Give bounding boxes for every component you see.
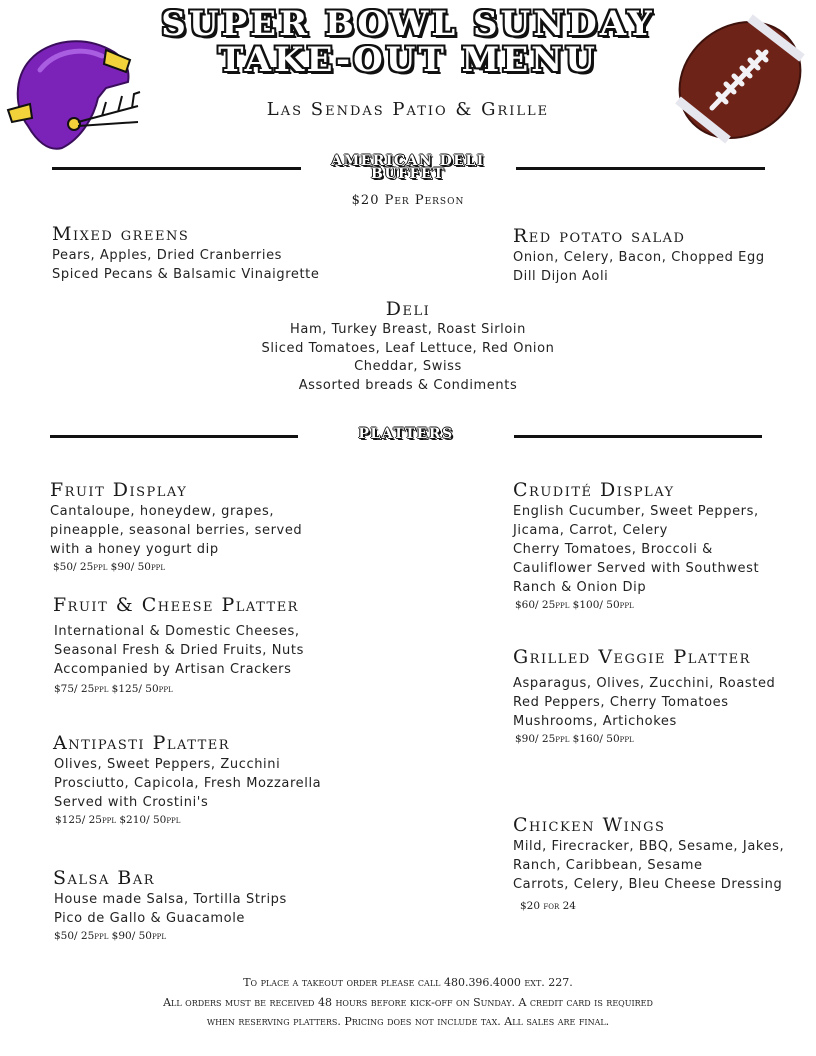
item-price: $50/ 25ppl $90/ 50ppl — [53, 561, 166, 573]
item-description: Onion, Celery, Bacon, Chopped Egg — [513, 250, 765, 265]
item-description: Spiced Pecans & Balsamic Vinaigrette — [52, 267, 320, 282]
menu-item-red-potato-salad — [513, 224, 765, 286]
item-price: $20 for 24 — [520, 900, 576, 912]
order-instructions — [0, 973, 816, 1032]
item-price: $75/ 25ppl $125/ 50ppl — [54, 683, 173, 695]
footer-line: when reserving platters. Pricing does not include tax. All sales are final. — [206, 1015, 610, 1028]
platters-section-heading: PLATTERS — [358, 426, 454, 442]
platter-fruit-display — [50, 478, 302, 573]
item-description: Asparagus, Olives, Zucchini, Roasted — [513, 676, 776, 691]
section-divider-right — [514, 435, 762, 438]
item-description: Ranch, Caribbean, Sesame — [513, 858, 703, 873]
item-description: Cheddar, Swiss — [354, 359, 462, 374]
item-title: Red potato salad — [513, 225, 686, 247]
item-description: Ranch & Onion Dip — [513, 580, 647, 595]
item-description: Carrots, Celery, Bleu Cheese Dressing — [513, 877, 783, 892]
item-description: Cauliflower Served with Southwest — [513, 561, 760, 576]
platter-fruit-cheese — [53, 593, 304, 695]
item-description: Cherry Tomatoes, Broccoli & — [513, 542, 713, 557]
section-divider-right — [516, 167, 765, 170]
item-description: with a honey yogurt dip — [50, 542, 219, 557]
deli-price: $20 Per Person — [351, 193, 465, 208]
venue-name: Las Sendas Patio & Grille — [266, 99, 550, 120]
item-description: Mild, Firecracker, BBQ, Sesame, Jakes, — [513, 839, 785, 854]
item-price: $50/ 25ppl $90/ 50ppl — [54, 930, 167, 942]
platter-crudite-display — [513, 478, 759, 611]
item-description: pineapple, seasonal berries, served — [50, 523, 303, 538]
item-description: Pico de Gallo & Guacamole — [54, 911, 246, 926]
item-description: Cantaloupe, honeydew, grapes, — [50, 504, 275, 519]
item-description: Served with Crostini's — [54, 795, 209, 810]
item-description: Accompanied by Artisan Crackers — [54, 662, 292, 677]
item-title: Fruit & Cheese Platter — [53, 594, 299, 616]
item-description: Dill Dijon Aoli — [513, 269, 609, 284]
item-description: Olives, Sweet Peppers, Zucchini — [54, 757, 281, 772]
item-title: Mixed greens — [52, 223, 190, 245]
deli-section-heading — [300, 155, 516, 181]
item-description: English Cucumber, Sweet Peppers, — [513, 504, 759, 519]
item-description: Seasonal Fresh & Dried Fruits, Nuts — [54, 643, 304, 658]
item-title: Deli — [385, 298, 431, 320]
item-description: Red Peppers, Cherry Tomatoes — [513, 695, 729, 710]
item-title: Salsa Bar — [53, 867, 156, 889]
item-title: Fruit Display — [50, 479, 188, 501]
platter-salsa-bar — [53, 866, 287, 942]
section-divider-left — [52, 167, 301, 170]
platter-chicken-wings — [513, 813, 784, 912]
deli-heading-line-2: BUFFET — [370, 166, 445, 182]
item-price: $90/ 25ppl $160/ 50ppl — [515, 733, 634, 745]
menu-title-line-2: TAKE-OUT MENU — [218, 40, 598, 80]
item-title: Grilled Veggie Platter — [513, 646, 751, 668]
section-divider-left — [50, 435, 298, 438]
menu-item-mixed-greens — [52, 222, 319, 284]
item-description: House made Salsa, Tortilla Strips — [54, 892, 287, 907]
item-title: Chicken Wings — [513, 814, 666, 836]
item-description: Prosciutto, Capicola, Fresh Mozzarella — [54, 776, 322, 791]
item-description: Assorted breads & Condiments — [298, 377, 518, 393]
item-description: Pears, Apples, Dried Cranberries — [52, 248, 283, 263]
item-description: International & Domestic Cheeses, — [54, 624, 300, 639]
menu-title-line-1: SUPER BOWL SUNDAY — [161, 4, 655, 44]
footer-line: All orders must be received 48 hours before kick-off on Sunday. A credit card is required — [163, 995, 653, 1009]
platter-antipasti — [53, 731, 321, 826]
item-price: $60/ 25ppl $100/ 50ppl — [515, 599, 634, 611]
item-price: $125/ 25ppl $210/ 50ppl — [55, 814, 181, 826]
item-description: Sliced Tomatoes, Leaf Lettuce, Red Onion — [261, 340, 555, 356]
item-description: Ham, Turkey Breast, Roast Sirloin — [290, 322, 526, 337]
footer-line: To place a takeout order please call 480.396.4000 ext. 227. — [243, 976, 573, 989]
deli-heading-line-1: AMERICAN DELI — [331, 153, 485, 169]
item-title: Antipasti Platter — [53, 732, 231, 754]
item-description: Jicama, Carrot, Celery — [513, 523, 668, 538]
menu-item-deli — [0, 297, 816, 395]
item-description: Mushrooms, Artichokes — [513, 714, 677, 729]
platter-grilled-veggie — [513, 645, 775, 745]
item-title: Crudité Display — [513, 479, 675, 501]
